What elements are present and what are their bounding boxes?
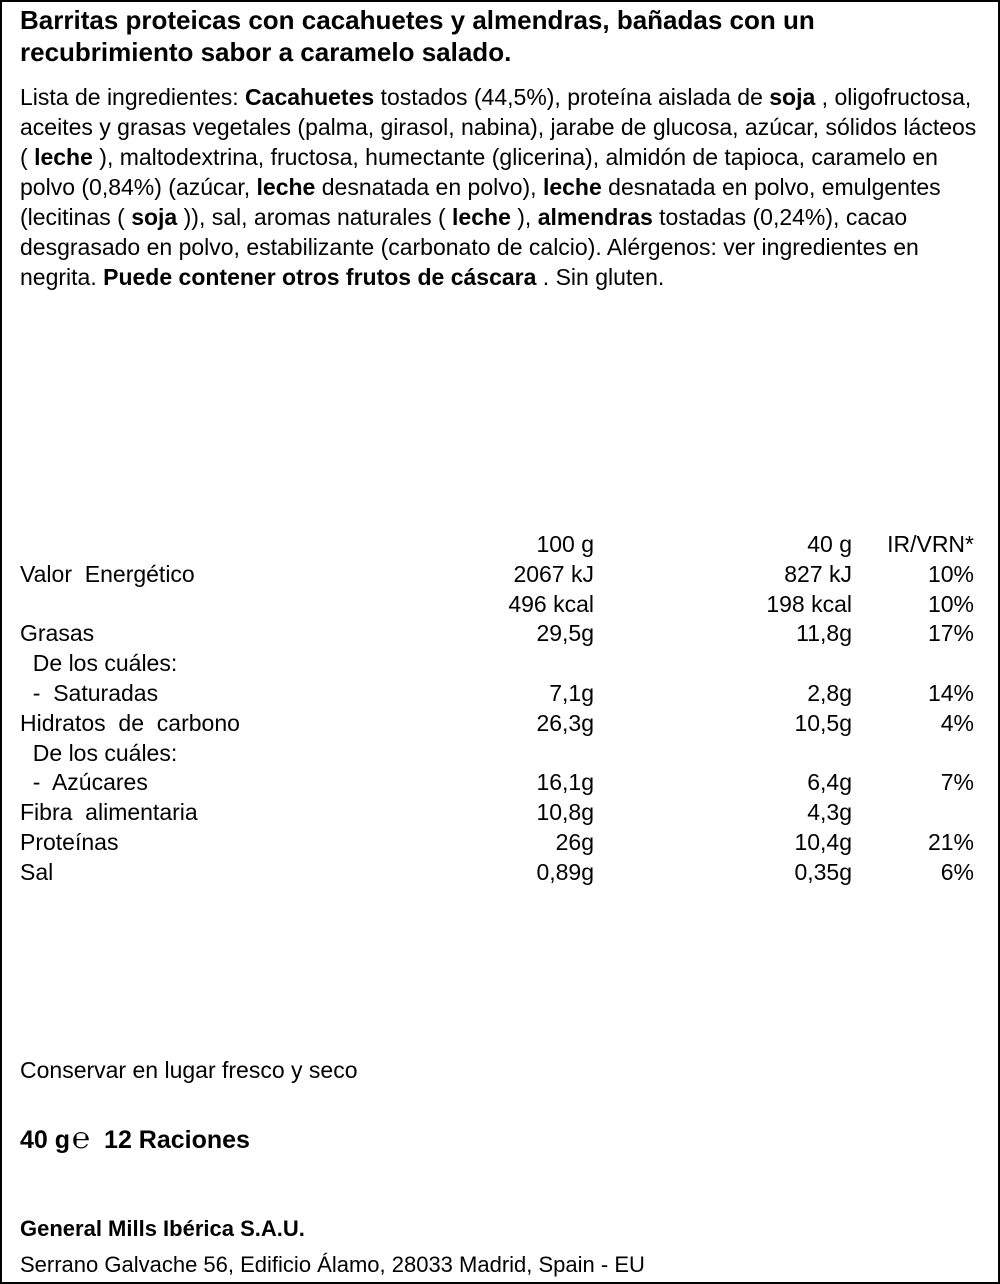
value-per100: 26g bbox=[555, 828, 594, 855]
allergen-text: almendras bbox=[537, 204, 653, 230]
nutrient-label: De los cuáles: bbox=[20, 650, 178, 677]
nutrient-label: Valor Energético bbox=[20, 560, 195, 587]
value-ir: 10% bbox=[927, 590, 974, 617]
allergen-text: leche bbox=[34, 144, 93, 170]
value-ir: 4% bbox=[940, 709, 974, 736]
value-per40: 827 kJ bbox=[784, 560, 852, 587]
allergen-text: Puede contener otros frutos de cáscara bbox=[103, 264, 537, 290]
header-ir: IR/VRN* bbox=[887, 531, 974, 557]
nutrition-row bbox=[20, 619, 980, 649]
nutrient-label: Hidratos de carbono bbox=[20, 709, 240, 736]
allergen-text: soja bbox=[131, 204, 178, 230]
portion-info bbox=[20, 1122, 250, 1156]
allergen-text: Cacahuetes bbox=[245, 84, 375, 110]
company-name: General Mills Ibérica S.A.U. bbox=[20, 1216, 305, 1241]
nutrition-row bbox=[20, 649, 980, 679]
nutrition-table bbox=[20, 530, 980, 888]
value-per100: 10,8g bbox=[536, 799, 594, 826]
nutrition-row bbox=[20, 739, 980, 769]
value-per40: 0,35g bbox=[794, 858, 852, 885]
value-ir: 21% bbox=[927, 828, 974, 855]
ingredient-text: desnatada en polvo, emulgentes (lecitinas ( bbox=[20, 174, 941, 230]
ingredient-text: tostados (44,5%), proteína aislada de bbox=[374, 84, 770, 110]
value-ir: 7% bbox=[940, 769, 974, 796]
nutrition-row bbox=[20, 679, 980, 709]
nutrient-label: Sal bbox=[20, 858, 54, 885]
nutrient-label: Proteínas bbox=[20, 828, 119, 855]
nutrition-row bbox=[20, 709, 980, 739]
nutrition-row bbox=[20, 560, 980, 590]
allergen-text: soja bbox=[769, 84, 816, 110]
value-per40: 2,8g bbox=[807, 679, 852, 706]
allergen-text: leche bbox=[256, 174, 316, 200]
nutrition-row bbox=[20, 798, 980, 828]
ingredient-text: . Sin gluten. bbox=[536, 264, 665, 290]
value-ir: 6% bbox=[940, 858, 974, 885]
value-per40: 10,5g bbox=[794, 709, 852, 736]
ingredients-list bbox=[20, 82, 985, 292]
nutrition-row bbox=[20, 590, 980, 620]
ingredient-text: Lista de ingredientes: bbox=[20, 84, 246, 110]
nutrient-label: - Saturadas bbox=[20, 679, 159, 706]
ingredient-text: tostadas (0,24%), cacao desgrasado en polvo, estabilizante (carbonato de calcio). Alérgenos: ver ingredientes en negrita. bbox=[20, 204, 919, 290]
nutrient-label: Grasas bbox=[20, 620, 95, 647]
nutrient-label: - Azúcares bbox=[20, 769, 148, 796]
nutrition-row bbox=[20, 828, 980, 858]
value-per40: 11,8g bbox=[796, 620, 852, 647]
storage-instructions: Conservar en lugar fresco y seco bbox=[20, 1057, 358, 1083]
value-per100: 496 kcal bbox=[508, 590, 594, 617]
nutrient-label: Fibra alimentaria bbox=[20, 799, 198, 826]
value-ir: 17% bbox=[927, 620, 974, 647]
value-per100: 26,3g bbox=[536, 709, 594, 736]
product-title: Barritas proteicas con cacahuetes y almendras, bañadas con un recubrimiento sabor a caramelo salado. bbox=[20, 5, 815, 67]
portion-rations: 12 Raciones bbox=[104, 1126, 250, 1154]
ingredient-text: ), maltodextrina, fructosa, humectante (glicerina), almidón de tapioca, caramelo en polvo (0,84%) (azúcar, bbox=[20, 144, 938, 200]
company-address: Serrano Galvache 56, Edificio Álamo, 28033 Madrid, Spain - EU bbox=[20, 1252, 645, 1277]
nutrition-row bbox=[20, 768, 980, 798]
value-per40: 10,4g bbox=[794, 828, 852, 855]
value-per40: 4,3g bbox=[807, 799, 852, 826]
value-per100: 2067 kJ bbox=[513, 560, 594, 587]
ingredient-text: , oligofructosa, aceites y grasas vegetales (palma, girasol, nabina), jarabe de glucosa, azúcar, sólidos lácteos ( bbox=[20, 84, 977, 170]
allergen-text: leche bbox=[542, 174, 602, 200]
estimated-sign-icon: ℮ bbox=[72, 1122, 91, 1155]
nutrient-label: De los cuáles: bbox=[20, 739, 178, 766]
value-per100: 29,5g bbox=[536, 620, 594, 647]
value-ir: 10% bbox=[927, 560, 974, 587]
value-ir: 14% bbox=[927, 679, 974, 706]
ingredient-text: )), sal, aromas naturales ( bbox=[177, 204, 453, 230]
nutrition-header-row bbox=[20, 530, 980, 560]
nutrition-row bbox=[20, 858, 980, 888]
value-per100: 7,1g bbox=[549, 679, 594, 706]
allergen-text: leche bbox=[452, 204, 511, 230]
header-per100: 100 g bbox=[536, 531, 594, 557]
value-per100: 0,89g bbox=[536, 858, 594, 885]
value-per100: 16,1g bbox=[536, 769, 594, 796]
value-per40: 198 kcal bbox=[766, 590, 852, 617]
ingredient-text: desnatada en polvo), bbox=[315, 174, 543, 200]
header-per40: 40 g bbox=[807, 531, 852, 557]
portion-weight: 40 g bbox=[20, 1126, 71, 1154]
value-per40: 6,4g bbox=[807, 769, 852, 796]
ingredient-text: ), bbox=[510, 204, 538, 230]
